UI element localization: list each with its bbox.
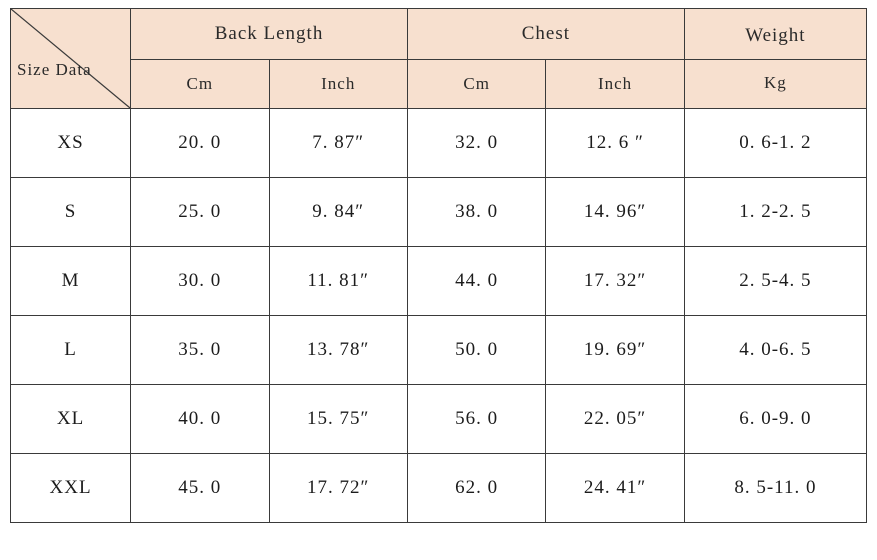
cell-chest-inch: 14. 96″ [546,178,684,247]
diagonal-divider-icon [11,9,130,108]
cell-weight: 1. 2-2. 5 [684,178,866,247]
cell-size: L [11,316,131,385]
table-row [11,316,867,385]
table-row [11,385,867,454]
header-back-length-inch: Inch [269,60,407,109]
header-chest-inch: Inch [546,60,684,109]
corner-cell [11,9,131,109]
header-chest-cm: Cm [407,60,545,109]
table-row [11,178,867,247]
header-back-length-cm: Cm [131,60,269,109]
cell-weight: 8. 5-11. 0 [684,454,866,523]
cell-back-length-cm: 25. 0 [131,178,269,247]
header-group-row [11,9,867,60]
cell-chest-inch: 24. 41″ [546,454,684,523]
cell-back-length-inch: 17. 72″ [269,454,407,523]
cell-back-length-cm: 35. 0 [131,316,269,385]
table-row [11,109,867,178]
cell-back-length-cm: 30. 0 [131,247,269,316]
cell-chest-cm: 56. 0 [407,385,545,454]
cell-back-length-cm: 45. 0 [131,454,269,523]
cell-back-length-inch: 9. 84″ [269,178,407,247]
cell-size: XS [11,109,131,178]
cell-size: XXL [11,454,131,523]
cell-back-length-inch: 11. 81″ [269,247,407,316]
table-row [11,454,867,523]
header-weight [684,9,866,109]
table-body [11,109,867,523]
header-chest: Chest [407,9,684,60]
cell-weight: 4. 0-6. 5 [684,316,866,385]
cell-chest-cm: 44. 0 [407,247,545,316]
cell-back-length-inch: 15. 75″ [269,385,407,454]
cell-back-length-inch: 7. 87″ [269,109,407,178]
cell-back-length-cm: 20. 0 [131,109,269,178]
cell-size: M [11,247,131,316]
table-row [11,247,867,316]
cell-back-length-cm: 40. 0 [131,385,269,454]
header-weight-kg: Kg [764,72,787,92]
header-weight-label: Weight [685,12,866,60]
cell-chest-inch: 12. 6 ″ [546,109,684,178]
corner-label: Size Data [17,60,92,79]
cell-chest-inch: 17. 32″ [546,247,684,316]
cell-weight: 0. 6-1. 2 [684,109,866,178]
cell-chest-cm: 62. 0 [407,454,545,523]
cell-size: S [11,178,131,247]
cell-chest-inch: 19. 69″ [546,316,684,385]
cell-chest-cm: 50. 0 [407,316,545,385]
cell-back-length-inch: 13. 78″ [269,316,407,385]
size-chart-sheet [0,8,877,560]
cell-chest-cm: 38. 0 [407,178,545,247]
cell-chest-inch: 22. 05″ [546,385,684,454]
cell-size: XL [11,385,131,454]
cell-weight: 6. 0-9. 0 [684,385,866,454]
table-header [11,9,867,109]
header-back-length: Back Length [131,9,408,60]
cell-weight: 2. 5-4. 5 [684,247,866,316]
size-chart-table [10,8,867,523]
cell-chest-cm: 32. 0 [407,109,545,178]
